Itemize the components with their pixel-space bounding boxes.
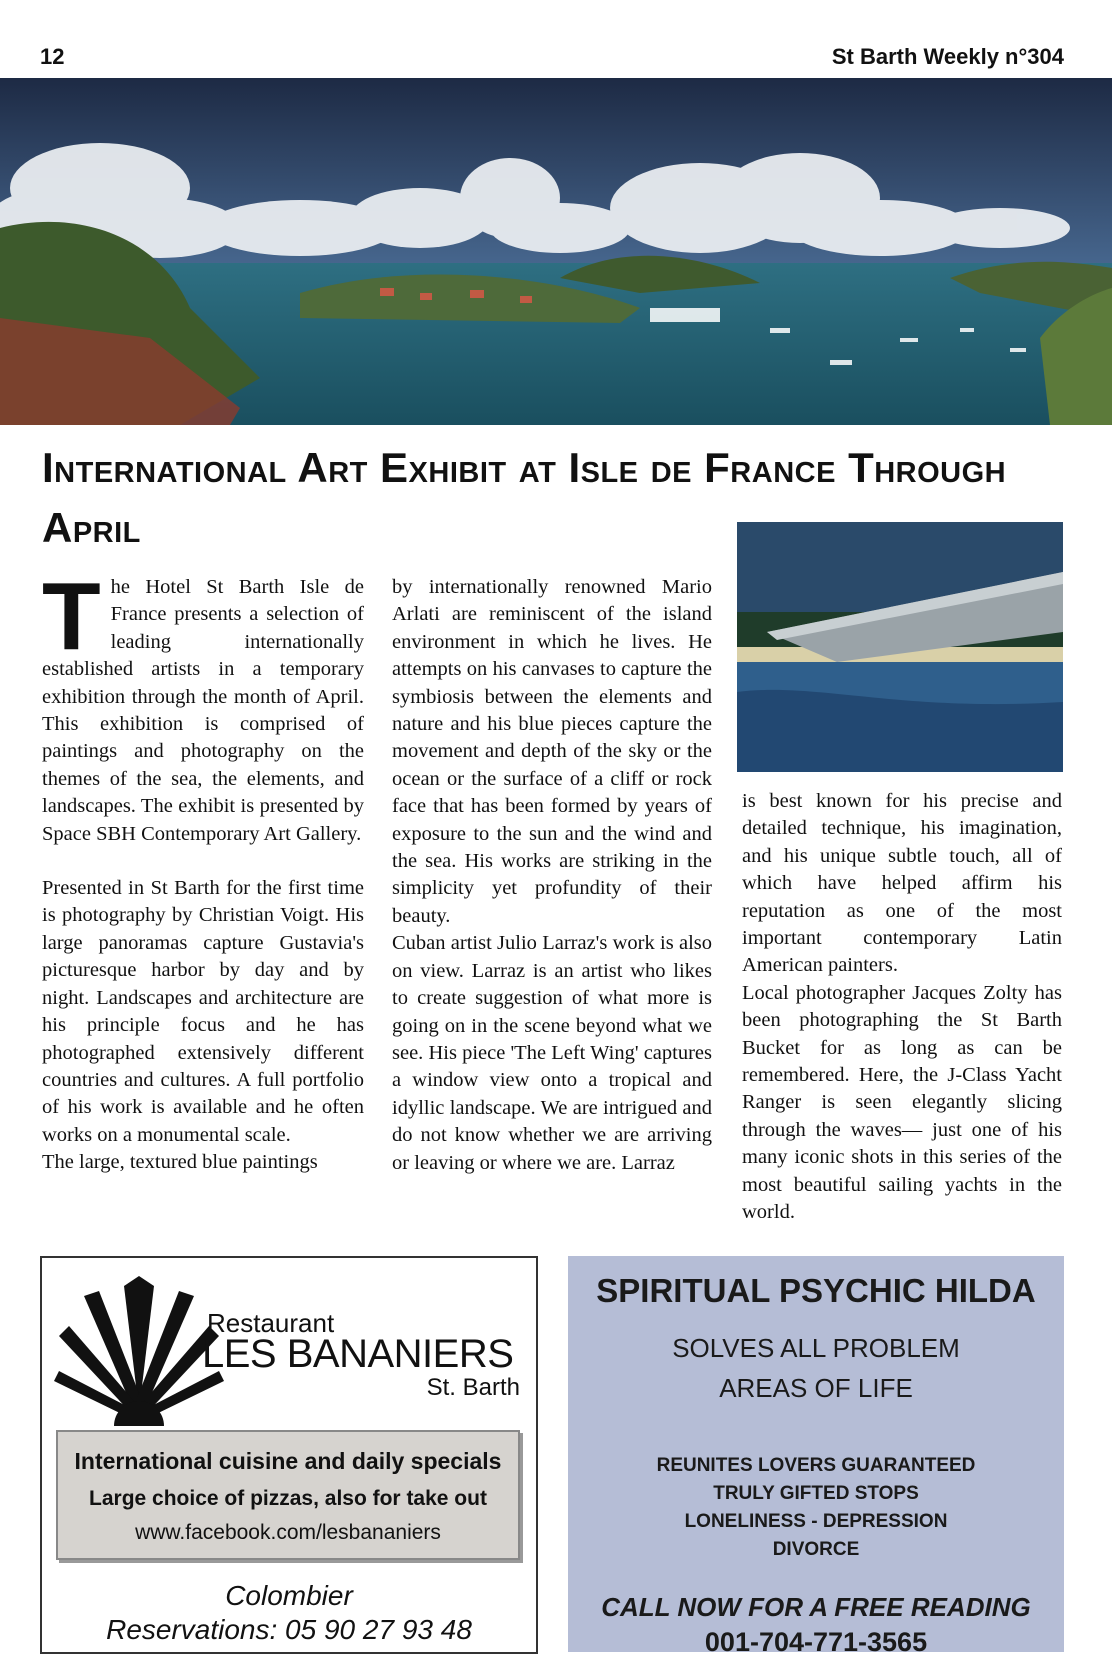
article-paragraph: The large, textured blue paintings	[42, 1151, 318, 1174]
reservations-phone: Reservations: 05 90 27 93 48	[106, 1614, 472, 1645]
psychic-ad-title: SPIRITUAL PSYCHIC HILDA	[596, 1272, 1036, 1309]
page-number: 12	[40, 44, 65, 69]
psychic-ad-subtitle: SOLVES ALL PROBLEM AREAS OF LIFE	[672, 1333, 960, 1403]
article-column-3	[742, 788, 1062, 1227]
publication-name: St Barth Weekly n°304	[831, 44, 1064, 69]
palm-leaf-logo-icon	[54, 1276, 224, 1426]
article-paragraph: by internationally renowned Mario Arlati are reminiscent of the island environment in which he lives. He attempts on his canvases to capture the symbiosis between the elements and nature and his blue pieces capture the movement and depth of the sky or the ocean or the surface of a cliff or rock face that has been formed by years of exposure to the sun and the wind and the sea. His works are striking in the simplicity yet profundity of their beauty.	[392, 576, 712, 927]
harbor-panorama-photo	[0, 78, 1112, 425]
psychic-services-list	[568, 1452, 1064, 1564]
article-paragraph: is best known for his precise and detailed technique, his imagination, and his unique subtle touch, all of which have helped affirm his reputation as one of the most important contemporary Latin American painters.	[742, 790, 1062, 977]
list-item: TRULY GIFTED STOPS	[713, 1483, 919, 1504]
restaurant-town: St. Barth	[426, 1374, 520, 1401]
article-column-2	[392, 574, 712, 1177]
article-paragraph: Presented in St Barth for the first time is photography by Christian Voigt. His large panoramas capture Gustavia's picturesque harbor by day and by night. Landscapes and architecture are his principle focus and he has photographed extensively different countries and cultures. A full portfolio of his work is available and he often works on a monumental scale.	[42, 877, 364, 1146]
list-item: DIVORCE	[772, 1539, 860, 1560]
restaurant-name: LES BANANIERS	[202, 1332, 514, 1376]
article-paragraph: The Hotel St Barth Isle de France presents a selection of leading internationally established artists in a temporary exhibition through the month of April. This exhibition is comprised of paintings and photography on the themes of the sea, the elements, and landscapes. The exhibit is presented by Space SBH Contemporary Art Gallery.	[42, 563, 364, 845]
list-item: LONELINESS - DEPRESSION	[684, 1511, 948, 1532]
article-title: International Art Exhibit at Isle de France Through April	[42, 444, 1007, 551]
psychic-phone: 001-704-771-3565	[704, 1627, 928, 1657]
article-column-1	[42, 563, 364, 1177]
psychic-cta: CALL NOW FOR A FREE READING	[601, 1592, 1031, 1622]
article-paragraph: Cuban artist Julio Larraz's work is also on view. Larraz is an artist who likes to create suggestion of what more is going on in the scene beyond what we see. His piece 'The Left Wing' captures a window view onto a tropical and idyllic landscape. We are intrigued and do not know whether we are arriving or leaving or where we are. Larraz	[392, 932, 712, 1174]
psychic-ad	[568, 1256, 1064, 1657]
article-paragraph: Local photographer Jacques Zolty has been photographing the St Barth Bucket for as long as can be remembered. Here, the J-Class Yacht Ranger is seen elegantly slicing through the waves— just one of his many iconic shots in this series of the most beautiful sailing yachts in the world.	[742, 981, 1062, 1224]
left-wing-painting	[737, 522, 1063, 772]
restaurant-location: Colombier	[225, 1580, 353, 1611]
restaurant-ad	[40, 1256, 538, 1654]
cuisine-line: International cuisine and daily specials	[74, 1448, 502, 1474]
pizza-line: Large choice of pizzas, also for take out	[89, 1487, 487, 1510]
drop-cap: T	[42, 563, 101, 670]
facebook-url: www.facebook.com/lesbananiers	[135, 1521, 441, 1544]
restaurant-label: Restaurant	[207, 1308, 335, 1338]
restaurant-info-box	[56, 1430, 520, 1560]
list-item: REUNITES LOVERS GUARANTEED	[656, 1455, 976, 1476]
